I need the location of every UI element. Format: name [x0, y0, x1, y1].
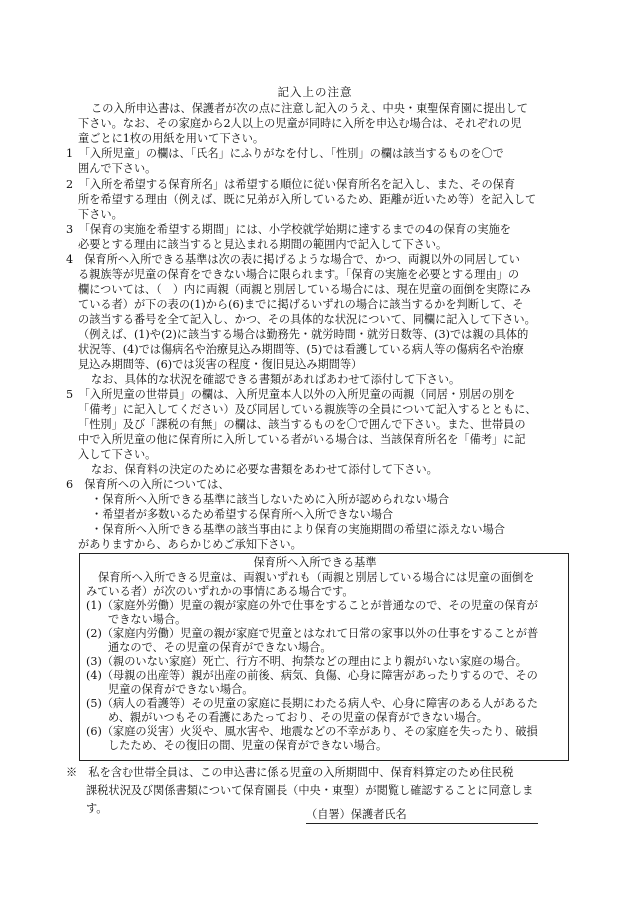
note-item-5: 「備考」に記入してください）及び同居している親族等の全員について記入するとともに、: [78, 403, 537, 416]
criteria-line: 児童の保育ができない場合。: [108, 683, 254, 696]
note-item-5: なお、保育料の決定のために必要な書類をあわせて添付して下さい。: [91, 463, 438, 476]
criteria-line: 保育所へ入所できる児童は、両親いずれも（両親と別居している場合には児童の面倒を: [98, 571, 535, 584]
criteria-line: (4)（母親の出産等）親が出産の前後、病気、負傷、心身に障害があったりするので、その: [86, 669, 538, 682]
note-item-3: 3 「保育の実施を希望する期間」には、小学校就学始期に達するまでの4の保育の実施を: [66, 223, 511, 236]
consent-line: 課税状況及び関係書類について保育園長（中央・東聖）が閲覧し確認することに同意しま: [86, 784, 534, 797]
intro-line: 童ごとに1枚の用紙を用いて下さい。: [78, 132, 265, 145]
page-title: 記入上の注意: [277, 85, 353, 99]
note-item-4: 状況等、(4)では傷病名や治療見込み期間等、(5)では看護している病人等の傷病名や治療: [78, 343, 524, 356]
consent-line: ※ 私を含む世帯全員は、この申込書に係る児童の入所期間中、保育料算定のため住民税: [66, 766, 514, 779]
criteria-line: できない場合。: [108, 613, 187, 626]
note-item-5: 中で入所児童の他に保育所に入所している者がいる場合は、当該保育所名を「備考」に記: [78, 433, 526, 446]
criteria-line: したため、その復旧の間、児童の保育ができない場合。: [108, 739, 388, 752]
criteria-line: みている者）が次のいずれかの事情にある場合です。: [86, 585, 354, 598]
note-item-4: 見込み期間等、(6)では災害の程度・復旧見込み期間等）: [78, 358, 363, 371]
criteria-line: (6)（家庭の災害）火災や、風水害や、地震などの不幸があり、その家庭を失ったり、破損: [86, 725, 538, 738]
criteria-line: め、親がいつもその看護にあたっており、その児童の保育ができない場合。: [108, 711, 488, 724]
note-item-1: 囲んで下さい。: [78, 162, 157, 175]
note-item-1: 1 「入所児童」の欄は、「氏名」にふりがなを付し、「性別」の欄は該当するものを〇で: [66, 147, 504, 160]
note-item-6: ・保育所へ入所できる基準に該当しないために入所が認められない場合: [91, 493, 450, 506]
note-item-4: （例えば、(1)や(2)に該当する場合は勤務先・就労時間・就労日数等、(3)では親の具体的: [78, 328, 529, 341]
note-item-5: 「性別」及び「課税の有無」の欄は、該当するものを〇で囲んで下さい。また、世帯員の: [78, 418, 526, 431]
intro-line: 下さい。なお、その家庭から2人以上の児童が同時に入所を申込む場合は、それぞれの児: [78, 117, 522, 130]
note-item-3: 必要とする理由に該当すると見込まれる期間の範囲内で記入して下さい。: [78, 238, 448, 251]
note-item-4: 欄については、（ ）内に両親（両親と別居している場合には、現在児童の面倒を実際にみ: [78, 283, 531, 296]
note-item-5: 入して下さい。: [78, 448, 157, 461]
note-item-4: 4 保育所へ入所できる基準は次の表に掲げるような場合で、かつ、両親以外の同居してい: [66, 253, 520, 266]
criteria-line: 通なので、その児童の保育ができない場合。: [108, 641, 332, 654]
criteria-line: (1)（家庭外労働）児童の親が家庭の外で仕事をすることが普通なので、その児童の保育が: [86, 599, 538, 612]
note-item-6: がありますから、あらかじめご承知下さい。: [78, 538, 302, 551]
criteria-box-title: 保育所へ入所できる基準: [253, 556, 377, 569]
note-item-2: 2 「入所を希望する保育所名」は希望する順位に従い保育所名を記入し、また、その保育: [66, 178, 516, 191]
note-item-4: なお、具体的な状況を確認できる書類があればあわせて添付して下さい。: [91, 373, 461, 386]
note-item-6: ・保育所へ入所できる基準の該当事由により保育の実施期間の希望に添えない場合: [91, 523, 505, 536]
consent-line: す。: [86, 802, 108, 815]
intro-line: この入所申込書は、保護者が次の点に注意し記入のうえ、中央・東聖保育園に提出して: [91, 102, 528, 115]
note-item-4: の該当する番号を全て記入し、かつ、その具体的な状況について、同欄に記入して下さい。: [78, 313, 536, 326]
criteria-line: (5)（病人の看護等）その児童の家庭に長期にわたる病人や、心身に障害のある人があるた: [86, 697, 538, 710]
note-item-6: ・希望者が多数いるため希望する保育所へ入所できない場合: [91, 508, 394, 521]
note-item-2: 下さい。: [78, 208, 123, 221]
criteria-line: (3)（親のいない家庭）死亡、行方不明、拘禁などの理由により親がいない家庭の場合。: [86, 655, 527, 668]
note-item-6: 6 保育所への入所については、: [66, 478, 230, 491]
criteria-line: (2)（家庭内労働）児童の親が家庭で児童とはなれて日常の家事以外の仕事をすることが普: [86, 627, 539, 640]
note-item-4: る親族等が児童の保育をできない場合に限られます。「保育の実施を必要とする理由」の: [78, 268, 520, 281]
note-item-5: 5 「入所児童の世帯員」の欄は、入所児童本人以外の入所児童の両親（同居・別居の別を: [66, 388, 516, 401]
note-item-2: 所を希望する理由（例えば、既に兄弟が入所しているため、距離が近いため等）を記入して: [78, 193, 537, 206]
signature-label: （自署）保護者氏名: [306, 808, 407, 821]
note-item-4: ている者）が下の表の(1)から(6)までに掲げるいずれの場合に該当するかを判断して、そ: [78, 298, 524, 311]
signature-line: [306, 823, 538, 824]
